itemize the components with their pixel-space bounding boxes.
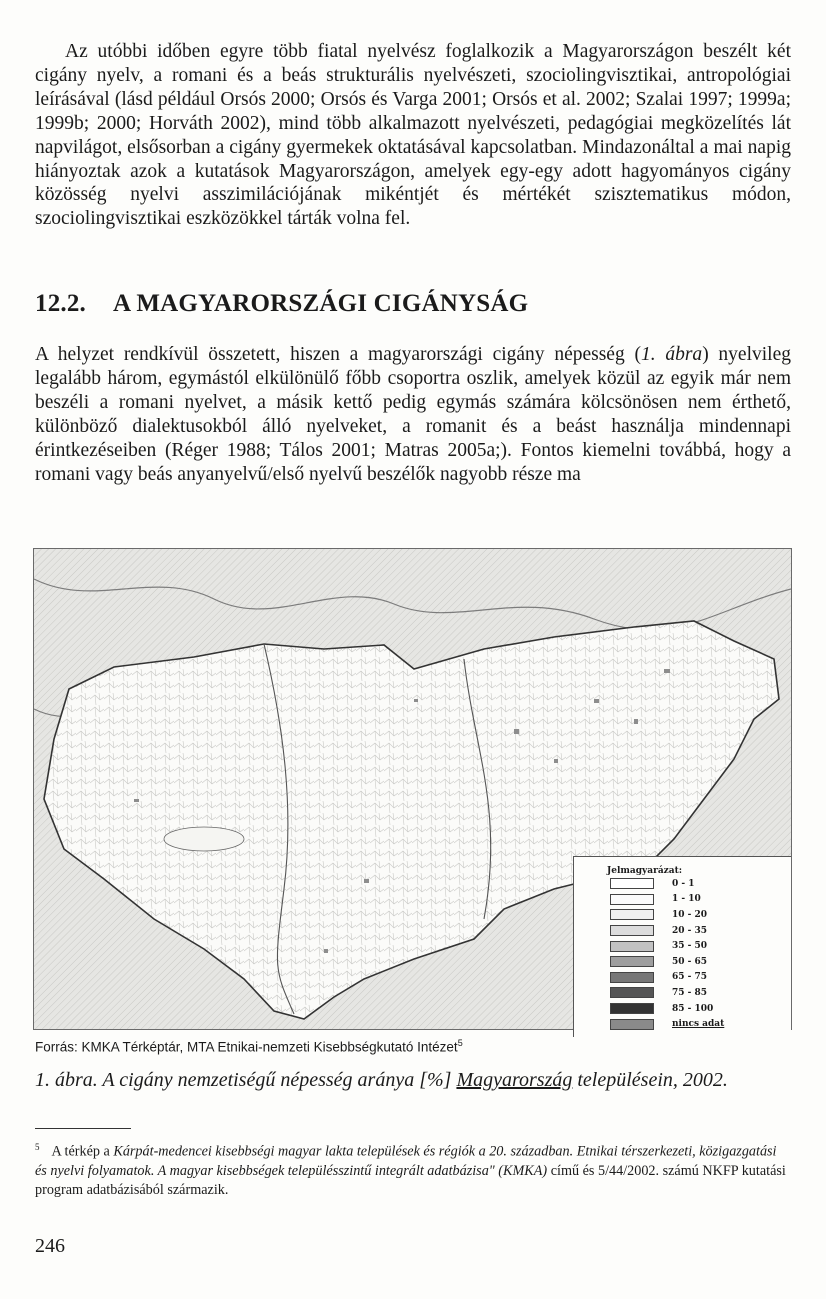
legend-item <box>610 954 724 970</box>
legend-swatch <box>610 972 654 983</box>
legend-label: 0 - 1 <box>672 878 695 889</box>
legend-swatch <box>610 941 654 952</box>
legend-item <box>610 876 724 892</box>
intro-paragraph: Az utóbbi időben egyre több fiatal nyelvész foglalkozik a Magyarországon beszélt két cigány nyelv, a romani és a beás strukturális nyelvészeti, szociolingvisztikai, antropológiai leírásával (lásd például Orsós 2000; Orsós és Varga 2001; Orsós et al. 2002; Szalai 1997; 1999a; 1999b; 2000; Horváth 2002), mind több alkalmazott nyelvészeti, pedagógiai megközelítés lát napvilágot, elsősorban a cigány gyermekek oktatásával kapcsolatban. Mindazonáltal a mai napig hiányoztak azok a kutatások Magyarországon, amelyek egy-egy adott hagyományos cigány közösség nyelvi asszimilációjának mikéntjét és mértékét szisztematikus módon, szociolingvisztikai eszközökkel tárták volna fel. <box>35 41 791 230</box>
figure-reference: 1. ábra <box>640 344 703 365</box>
legend-label: 65 - 75 <box>672 972 708 983</box>
figure-caption <box>35 1069 728 1092</box>
legend-item <box>610 985 724 1001</box>
legend-label: nincs adat <box>672 1019 725 1030</box>
legend-label: 50 - 65 <box>672 956 708 967</box>
legend-label: 85 - 100 <box>672 1003 714 1014</box>
legend-label: 75 - 85 <box>672 987 708 998</box>
legend-swatch <box>610 894 654 905</box>
section-title: A MAGYARORSZÁGI CIGÁNYSÁG <box>113 290 529 317</box>
legend-item <box>610 923 724 939</box>
legend-label: 10 - 20 <box>672 909 708 920</box>
caption-underlined-word: Magyarország <box>456 1069 573 1091</box>
page-number: 246 <box>35 1235 65 1257</box>
legend-swatch <box>610 1019 654 1030</box>
source-note <box>35 1038 463 1055</box>
legend-item <box>610 892 724 908</box>
legend-swatch <box>610 987 654 998</box>
footnote-text: A térkép a <box>51 1143 114 1160</box>
legend-label: 20 - 35 <box>672 925 708 936</box>
legend-swatch <box>610 925 654 936</box>
legend-title: Jelmagyarázat: <box>607 866 683 876</box>
legend-swatch <box>610 1003 654 1014</box>
footnote-mark: 5 <box>35 1142 40 1152</box>
caption-text: 1. ábra. A cigány nemzetiségű népesség aránya [%] <box>35 1069 457 1091</box>
legend-item <box>610 1001 724 1017</box>
footnote-italic-title: Kárpát-medencei kisebbségi magyar lakta települések és régiók a 20. században. Etnikai térszerkezeti, közigazgatási és nyelvi folyamatok. A magyar kisebbségek településszintű integrált adatbázisa" (KMKA) <box>35 1143 777 1179</box>
body-text-start: A helyzet rendkívül összetett, hiszen a magyarországi cigány népesség ( <box>35 344 641 365</box>
footnote-text-end: című és 5/44/2002. számú NKFP kutatási program adatbázisából származik. <box>35 1162 786 1199</box>
legend-item <box>610 1016 724 1032</box>
caption-text-end: településein, 2002. <box>572 1069 728 1091</box>
legend-item <box>610 970 724 986</box>
body-paragraph <box>35 343 791 486</box>
legend-swatch <box>610 878 654 889</box>
legend-label: 1 - 10 <box>672 894 701 905</box>
legend-swatch <box>610 956 654 967</box>
source-text: Forrás: KMKA Térképtár, MTA Etnikai-nemzeti Kisebbségkutató Intézet <box>35 1039 458 1055</box>
footnote <box>35 1138 791 1200</box>
section-number: 12.2. <box>35 290 86 317</box>
section-heading <box>35 290 528 318</box>
legend-swatch <box>610 909 654 920</box>
map-legend <box>573 856 791 1037</box>
footnote-divider <box>35 1128 131 1129</box>
body-text-end: ) nyelvileg legalább három, egymástól elkülönülő főbb csoportra oszlik, amelyek közül az egyik már nem beszéli a romani nyelvet, a másik kettő pedig egymás számára kölcsönösen nem érthető, különböző dialektusokból álló nyelveket, a romanit és a beást használja mindennapi érintkezéseiben (Réger 1988; Tálos 2001; Matras 2005a;). Fontos kiemelni továbbá, hogy a romani vagy beás anyanyelvű/első nyelvű beszélők nagyobb része ma <box>35 344 791 485</box>
legend-rows <box>610 876 724 1032</box>
legend-item <box>610 938 724 954</box>
legend-label: 35 - 50 <box>672 941 708 952</box>
legend-item <box>610 907 724 923</box>
source-footnote-mark: 5 <box>457 1038 463 1048</box>
